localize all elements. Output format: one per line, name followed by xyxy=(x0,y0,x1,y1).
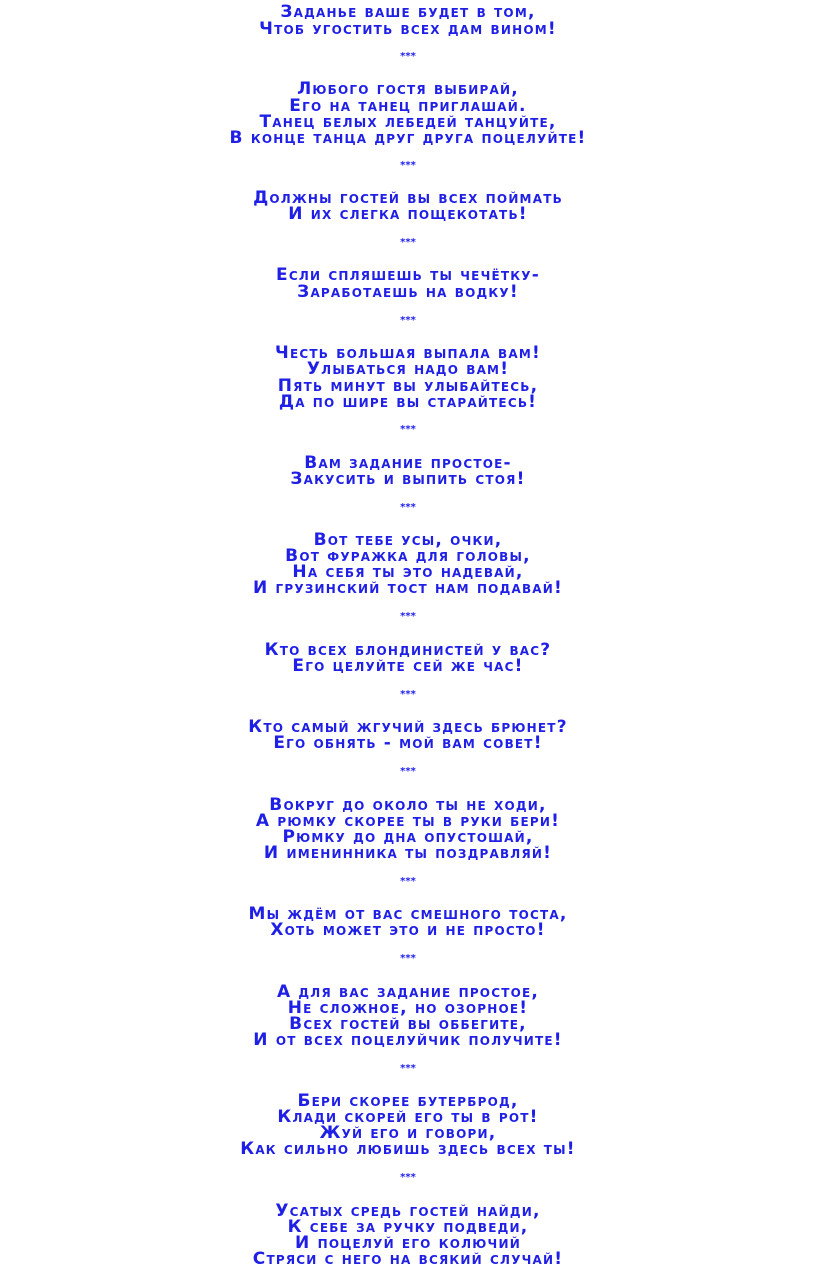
poem-line: Его обнять - мой вам совет! xyxy=(273,733,543,753)
poem-line: Если спляшешь ты чечётку- xyxy=(276,265,540,285)
poem-line: Вокруг до около ты не ходи, xyxy=(269,795,547,815)
stanza-separator: *** xyxy=(400,876,416,887)
stanza-separator: *** xyxy=(400,1172,416,1183)
poem-line: Стряси с него на всякий случай! xyxy=(252,1249,564,1269)
poem-line: Да по шире вы старайтесь! xyxy=(278,392,538,412)
poem-line: Кто всех блондинистей у вас? xyxy=(264,640,552,660)
poem-line: Вот фуражка для головы, xyxy=(285,546,531,566)
poem-line: Жуй его и говори, xyxy=(319,1123,497,1143)
poem-line: Заработаешь на водку! xyxy=(297,282,519,302)
stanza-separator: *** xyxy=(400,1063,416,1074)
stanza-separator: *** xyxy=(400,51,416,62)
poem-line: Закусить и выпить стоя! xyxy=(290,469,526,489)
stanza-separator: *** xyxy=(400,766,416,777)
poem-line: Кто самый жгучий здесь брюнет? xyxy=(248,717,568,737)
poem-line: Вам задание простое- xyxy=(304,453,512,473)
stanza-separator: *** xyxy=(400,315,416,326)
stanza-separator: *** xyxy=(400,160,416,171)
poem-line: А рюмку скорее ты в руки бери! xyxy=(255,811,561,831)
poem-line: Бери скорее бутерброд, xyxy=(297,1091,519,1111)
poem-line: Должны гостей вы всех поймать xyxy=(253,188,563,208)
poem-line: Всех гостей вы оббегите, xyxy=(289,1014,527,1034)
poem-line: В конце танца друг друга поцелуйте! xyxy=(229,128,587,148)
stanza-separator: *** xyxy=(400,424,416,435)
poem-line: А для вас задание простое, xyxy=(276,982,540,1002)
poem-line: Как сильно любишь здесь всех ты! xyxy=(240,1139,576,1159)
poem-line: И их слегка пощекотать! xyxy=(288,204,528,224)
poem-line: Чтоб угостить всех дам вином! xyxy=(259,19,557,39)
poem-line: И от всех поцелуйчик получите! xyxy=(253,1030,563,1050)
poem-line: Мы ждём от вас смешного тоста, xyxy=(248,904,568,924)
poem-line: И грузинский тост нам подавай! xyxy=(252,578,563,598)
poem-line: Не сложное, но озорное! xyxy=(287,998,529,1018)
poem-line: Усатых средь гостей найди, xyxy=(275,1201,541,1221)
poem-line: На себя ты это надевай, xyxy=(292,562,524,582)
poem-line: Его на танец приглашай. xyxy=(289,96,527,116)
poem-line: Его целуйте сей же час! xyxy=(292,656,524,676)
stanza-separator: *** xyxy=(400,689,416,700)
stanza-separator: *** xyxy=(400,611,416,622)
poem-line: К себе за ручку подведи, xyxy=(287,1217,529,1237)
poem-line: Заданье ваше будет в том, xyxy=(280,2,536,22)
poem-line: Танец белых лебедей танцуйте, xyxy=(259,112,557,132)
poem-line: Честь большая выпала вам! xyxy=(275,343,541,363)
poem-line: Хоть может это и не просто! xyxy=(270,920,546,940)
poem-line: Вот тебе усы, очки, xyxy=(313,530,503,550)
stanza-separator: *** xyxy=(400,502,416,513)
poem-line: Пять минут вы улыбайтесь, xyxy=(277,376,539,396)
poem-line: Клади скорей его ты в рот! xyxy=(277,1107,539,1127)
poem-line: Рюмку до дна опустошай, xyxy=(282,827,534,847)
poem-line: И именинника ты поздравляй! xyxy=(263,843,553,863)
stanza-separator: *** xyxy=(400,237,416,248)
poem-line: И поцелуй его колючий xyxy=(295,1233,521,1253)
stanza-separator: *** xyxy=(400,953,416,964)
poem-line: Любого гостя выбирай, xyxy=(297,79,519,99)
poem-line: Улыбаться надо вам! xyxy=(306,359,510,379)
